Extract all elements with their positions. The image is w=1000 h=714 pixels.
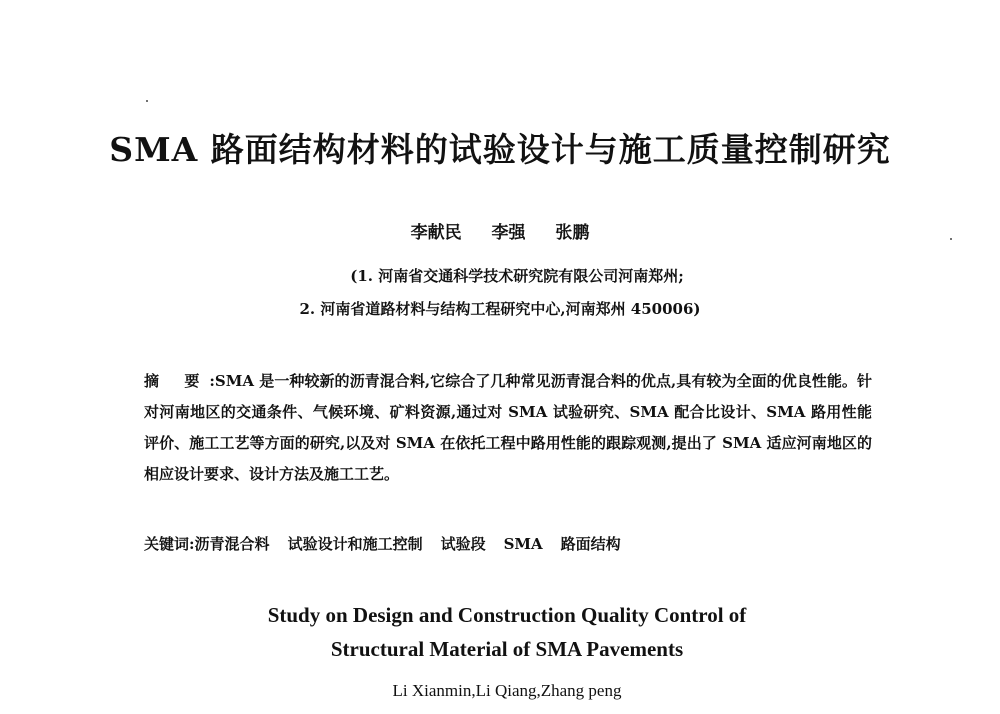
english-title-line: Study on Design and Construction Quality Control of (267, 603, 747, 627)
keyword: 路面结构 (560, 535, 621, 553)
keywords-label: 关键词: (144, 535, 195, 553)
keyword: 试验段 (440, 535, 486, 553)
keywords (144, 533, 872, 554)
keyword: SMA (503, 535, 543, 553)
author-name: 李献民 (410, 223, 462, 243)
english-title-line: Structural Material of SMA Pavements (330, 637, 684, 661)
abstract-text: :SMA 是一种较新的沥青混合料,它综合了几种常见沥青混合料的优点,具有较为全面的优良性能。针对河南地区的交通条件、气候环境、矿料资源,通过对 SMA 试验研究、SMA 配合比设计、SMA 路用性能评价、施工工艺等方面的研究,以及对 SMA 在依托工程中路用性能的跟踪观测,提出了 SMA 适应河南地区的相应设计要求、设计方法及施工工艺。 (144, 372, 872, 483)
paper-title: SMA 路面结构材料的试验设计与施工质量控制研究 (109, 130, 891, 169)
english-title (0, 598, 1000, 666)
keyword: 试验设计和施工控制 (287, 535, 423, 553)
abstract (144, 366, 872, 490)
affiliation-line: 2. 河南省道路材料与结构工程研究中心,河南郑州 450006) (299, 300, 701, 318)
keyword: 沥青混合料 (194, 535, 270, 553)
scan-speck (146, 100, 148, 102)
author-name: 李强 (491, 223, 526, 243)
abstract-label: 摘 要 (144, 372, 210, 390)
affiliation-line: (1. 河南省交通科学技术研究院有限公司河南郑州; (350, 267, 684, 285)
english-authors: Li Xianmin,Li Qiang,Zhang peng (392, 681, 622, 700)
author-name: 张鹏 (555, 223, 590, 243)
author-list (0, 218, 1000, 243)
